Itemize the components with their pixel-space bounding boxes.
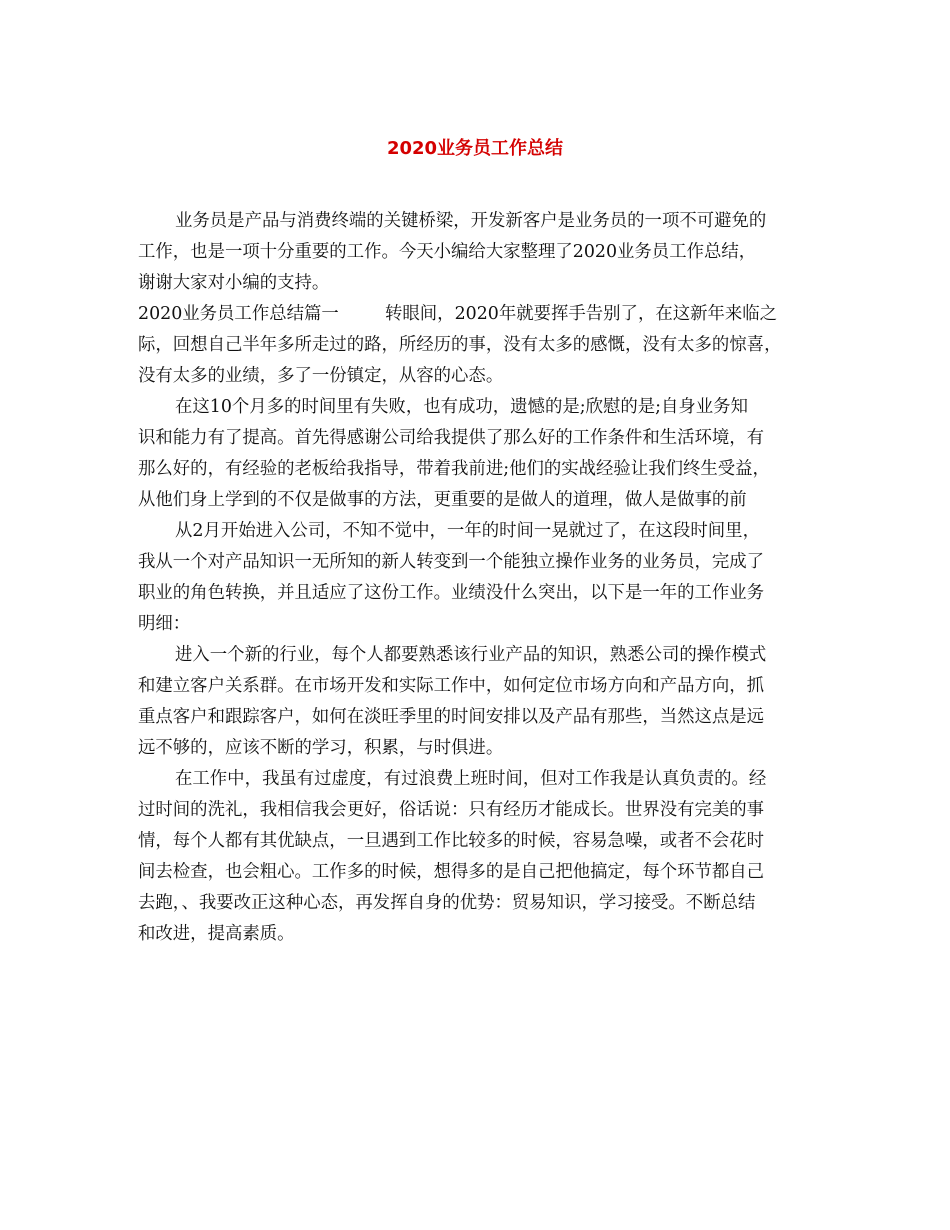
text-line: 间去检查，也会粗心。工作多的时候，想得多的是自己把他搞定，每个环节都自己 <box>138 862 765 882</box>
text-line: 进入一个新的行业，每个人都要熟悉该行业产品的知识，熟悉公司的操作模式 <box>175 645 767 665</box>
document-title: 2020业务员工作总结 <box>386 138 564 159</box>
text-line: 那么好的，有经验的老板给我指导，带着我前进;他们的实战经验让我们终生受益， <box>138 459 770 479</box>
document-body <box>138 206 828 950</box>
text-line: 识和能力有了提高。首先得感谢公司给我提供了那么好的工作条件和生活环境，有 <box>138 428 765 448</box>
text-line: 我从一个对产品知识一无所知的新人转变到一个能独立操作业务的业务员，完成了 <box>138 552 765 572</box>
text-line: 转眼间，2020年就要挥手告别了，在这新年来临之 <box>385 304 778 324</box>
text-line: 工作，也是一项十分重要的工作。今天小编给大家整理了2020业务员工作总结， <box>138 242 757 262</box>
text-line: 和建立客户关系群。在市场开发和实际工作中，如何定位市场方向和产品方向，抓 <box>138 676 765 696</box>
text-line: 远不够的，应该不断的学习，积累，与时俱进。 <box>138 738 504 758</box>
text-line: 从2月开始进入公司，不知不觉中，一年的时间一晃就过了，在这段时间里， <box>175 521 760 541</box>
text-line: 去跑，、我要改正这种心态，再发挥自身的优势：贸易知识，学习接受。不断总结 <box>138 893 756 913</box>
text-line: 情，每个人都有其优缺点，一旦遇到工作比较多的时候，容易急噪，或者不会花时 <box>138 831 765 851</box>
text-line: 过时间的洗礼，我相信我会更好，俗话说：只有经历才能成长。世界没有完美的事 <box>138 800 765 820</box>
text-line: 谢谢大家对小编的支持。 <box>138 273 330 293</box>
section-line <box>138 299 828 330</box>
text-line: 在这10个月多的时间里有失败，也有成功，遗憾的是;欣慰的是;自身业务知 <box>175 397 748 417</box>
text-line: 职业的角色转换，并且适应了这份工作。业绩没什么突出，以下是一年的工作业务 <box>138 583 765 603</box>
section-heading: 2020业务员工作总结篇一 <box>138 304 339 324</box>
text-line: 没有太多的业绩，多了一份镇定，从容的心态。 <box>138 366 504 386</box>
text-line: 和改进，提高素质。 <box>138 924 295 944</box>
text-line: 重点客户和跟踪客户，如何在淡旺季里的时间安排以及产品有那些，当然这点是远 <box>138 707 765 727</box>
text-line: 从他们身上学到的不仅是做事的方法，更重要的是做人的道理，做人是做事的前 <box>138 490 747 510</box>
text-line: 明细： <box>138 614 191 634</box>
text-line: 际，回想自己半年多所走过的路，所经历的事，没有太多的感慨，没有太多的惊喜， <box>138 335 782 355</box>
text-line: 业务员是产品与消费终端的关键桥梁，开发新客户是业务员的一项不可避免的 <box>175 211 767 231</box>
text-line: 在工作中，我虽有过虚度，有过浪费上班时间，但对工作我是认真负责的。经 <box>175 769 767 789</box>
